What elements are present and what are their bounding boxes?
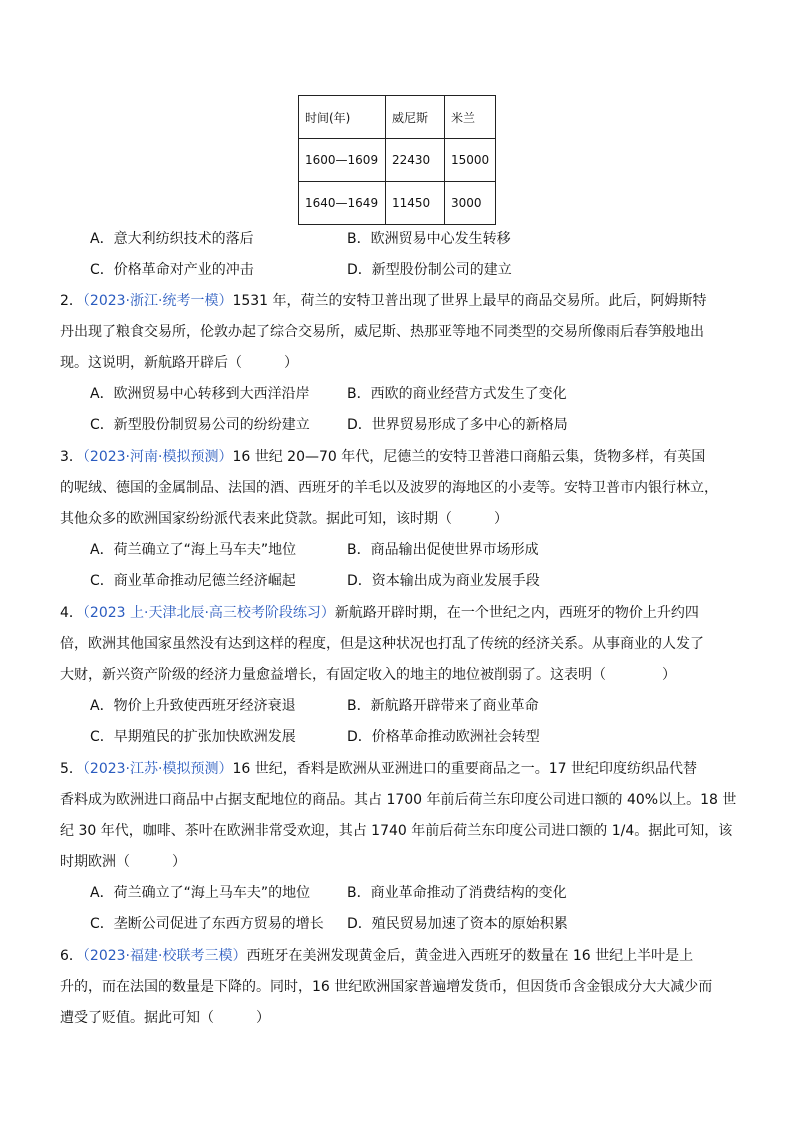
q6-number: 6． (60, 948, 83, 964)
q5-text: 16 世纪，香料是欧洲从亚洲进口的重要商品之一。17 世纪印度纺织品代替 (232, 761, 697, 777)
q4-stem-line: 大财，新兴资产阶级的经济力量愈益增长，有固定收入的地主的地位被削弱了。这表明（ ） (60, 667, 676, 683)
q4-stem-line: 倍，欧洲其他国家虽然没有达到这样的程度，但是这种状况也打乱了传统的经济关系。从事商业的人发了 (60, 636, 704, 652)
table-row (299, 182, 496, 225)
q6-stem-line: 遭受了贬值。据此可知（ ） (60, 1010, 270, 1026)
q5-source: （2023·江苏·模拟预测） (82, 761, 233, 777)
q3-text: 16 世纪 20—70 年代，尼德兰的安特卫普港口商船云集，货物多样，有英国 (232, 449, 706, 465)
q2-stem-line: 丹出现了粮食交易所，伦敦办起了综合交易所，威尼斯、热那亚等地不同类型的交易所像雨后春笋般地出 (60, 324, 704, 340)
q5-stem-line: 香料成为欧洲进口商品中占据支配地位的商品。其占 1700 年前后荷兰东印度公司进口额的 40%以上。18 世 (60, 792, 737, 808)
q4-stem-line (60, 603, 699, 623)
table-cell: 1600—1609 (299, 139, 386, 182)
q5-stem-line: 纪 30 年代，咖啡、茶叶在欧洲非常受欢迎，其占 1740 年前后荷兰东印度公司进口额的 1/4。据此可知，该 (60, 823, 733, 839)
q3-option-a: A．荷兰确立了“海上马车夫”地位 (90, 542, 297, 558)
q3-option-d: D．资本输出成为商业发展手段 (347, 573, 540, 589)
table-cell: 3000 (445, 182, 496, 225)
q2-option-b: B．西欧的商业经营方式发生了变化 (347, 386, 567, 402)
q2-number: 2． (60, 293, 83, 309)
q5-option-a: A．荷兰确立了“海上马车夫”的地位 (90, 885, 311, 901)
table-cell: 15000 (445, 139, 496, 182)
table-header-row (299, 96, 496, 139)
q2-option-a: A．欧洲贸易中心转移到大西洋沿岸 (90, 386, 310, 402)
trade-table (298, 95, 496, 225)
table-header-cell: 时间(年) (299, 96, 386, 139)
q2-source: （2023·浙江·统考一模） (82, 293, 233, 309)
q3-stem-line: 其他众多的欧洲国家纷纷派代表来此贷款。据此可知，该时期（ ） (60, 511, 508, 527)
q4-option-b: B．新航路开辟带来了商业革命 (347, 698, 539, 714)
q3-number: 3． (60, 449, 83, 465)
q4-text: 新航路开辟时期，在一个世纪之内，西班牙的物价上升约四 (334, 605, 699, 621)
q5-stem-line (60, 759, 697, 779)
q2-text: 1531 年，荷兰的安特卫普出现了世界上最早的商品交易所。此后，阿姆斯特 (232, 293, 707, 309)
q2-option-c: C．新型股份制贸易公司的纷纷建立 (90, 417, 310, 433)
q4-number: 4． (60, 605, 83, 621)
q1-option-d: D．新型股份制公司的建立 (347, 262, 512, 278)
q4-source: （2023 上·天津北辰·高三校考阶段练习） (82, 605, 335, 621)
q3-source: （2023·河南·模拟预测） (82, 449, 233, 465)
q3-option-b: B．商品输出促使世界市场形成 (347, 542, 539, 558)
table-cell: 1640—1649 (299, 182, 386, 225)
q2-option-d: D．世界贸易形成了多中心的新格局 (347, 417, 568, 433)
q5-number: 5． (60, 761, 83, 777)
table-cell: 22430 (386, 139, 445, 182)
q3-option-c: C．商业革命推动尼德兰经济崛起 (90, 573, 296, 589)
table-row (299, 139, 496, 182)
q6-stem-line (60, 946, 693, 966)
q2-stem-line: 现。这说明，新航路开辟后（ ） (60, 355, 298, 371)
q4-option-a: A．物价上升致使西班牙经济衰退 (90, 698, 296, 714)
q5-option-d: D．殖民贸易加速了资本的原始积累 (347, 916, 568, 932)
q5-option-b: B．商业革命推动了消费结构的变化 (347, 885, 567, 901)
q1-option-c: C．价格革命对产业的冲击 (90, 262, 254, 278)
q6-source: （2023·福建·校联考三模） (82, 948, 247, 964)
table-cell: 11450 (386, 182, 445, 225)
q6-text: 西班牙在美洲发现黄金后，黄金进入西班牙的数量在 16 世纪上半叶是上 (246, 948, 694, 964)
q5-option-c: C．垄断公司促进了东西方贸易的增长 (90, 916, 324, 932)
q3-stem-line: 的呢绒、德国的金属制品、法国的酒、西班牙的羊毛以及波罗的海地区的小麦等。安特卫普市内银行林立， (60, 480, 718, 496)
q3-stem-line (60, 447, 705, 467)
q1-option-a: A．意大利纺织技术的落后 (90, 231, 254, 247)
table-header-cell: 米兰 (445, 96, 496, 139)
q4-option-d: D．价格革命推动欧洲社会转型 (347, 729, 540, 745)
q6-stem-line: 升的，而在法国的数量是下降的。同时，16 世纪欧洲国家普遍增发货币，但因货币含金银成分大大减少而 (60, 979, 713, 995)
q4-option-c: C．早期殖民的扩张加快欧洲发展 (90, 729, 296, 745)
q2-stem-line (60, 291, 707, 311)
q5-stem-line: 时期欧洲（ ） (60, 854, 186, 870)
q1-option-b: B．欧洲贸易中心发生转移 (347, 231, 511, 247)
table-header-cell: 威尼斯 (386, 96, 445, 139)
